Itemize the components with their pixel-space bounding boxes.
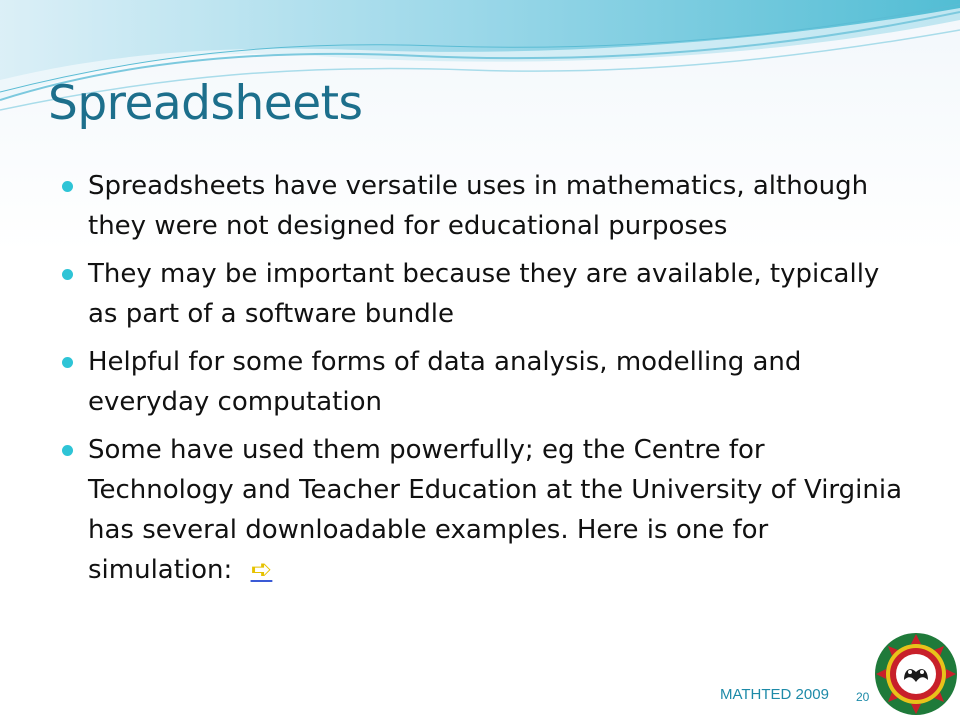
bullet-item (62, 430, 912, 590)
slide-title: Spreadsheets (48, 76, 363, 131)
bullet-item (62, 342, 912, 422)
page-number: 20 (856, 690, 870, 704)
bullet-dot-icon (62, 445, 73, 456)
bullet-text: They may be important because they are available, typically as part of a software bundle (88, 259, 880, 329)
bullet-dot-icon (62, 269, 73, 280)
bullet-dot-icon (62, 357, 73, 368)
university-emblem-logo (874, 632, 958, 716)
bullet-text: Spreadsheets have versatile uses in mathematics, although they were not designed for educational purposes (88, 171, 869, 241)
bullet-item (62, 166, 912, 246)
bullet-text: Some have used them powerfully; eg the Centre for Technology and Teacher Education at the University of Virginia has several downloadable examples. Here is one for simulation: (88, 435, 903, 585)
bullet-list (62, 166, 912, 598)
bullet-text: Helpful for some forms of data analysis, modelling and everyday computation (88, 347, 802, 417)
footer-text: MATHTED 2009 (720, 686, 829, 703)
bullet-dot-icon (62, 181, 73, 192)
arrow-link-icon[interactable]: ➪ (250, 555, 273, 585)
bullet-item (62, 254, 912, 334)
